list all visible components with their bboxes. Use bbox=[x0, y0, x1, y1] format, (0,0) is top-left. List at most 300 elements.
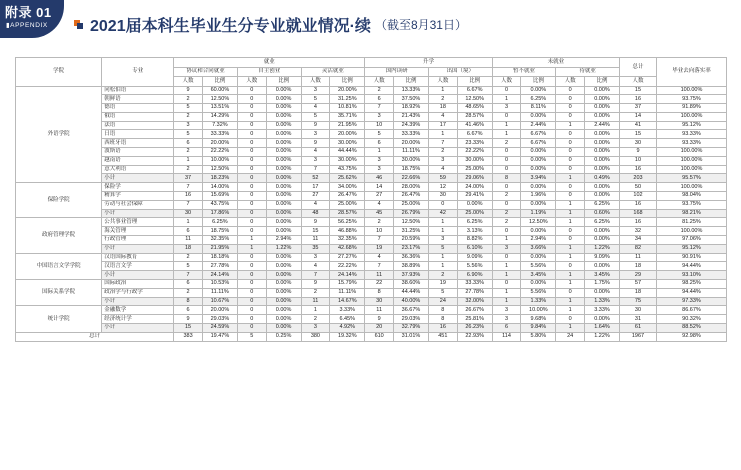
count-cell: 0 bbox=[237, 104, 266, 113]
count-cell: 52 bbox=[301, 174, 330, 183]
ratio-cell: 92.98% bbox=[656, 332, 726, 341]
ratio-cell: 44.44% bbox=[330, 148, 365, 157]
count-cell: 59 bbox=[428, 174, 457, 183]
count-cell: 7 bbox=[428, 139, 457, 148]
major-name: 俄语 bbox=[102, 112, 174, 121]
ratio-cell: 98.21% bbox=[656, 209, 726, 218]
count-cell: 30 bbox=[428, 192, 457, 201]
count-cell: 11 bbox=[620, 253, 657, 262]
ratio-cell: 15.79% bbox=[330, 280, 365, 289]
ratio-cell: 31.01% bbox=[394, 332, 429, 341]
ratio-cell: 18.75% bbox=[394, 165, 429, 174]
table-row bbox=[16, 288, 727, 297]
subtotal-row bbox=[16, 271, 727, 280]
count-cell: 7 bbox=[365, 236, 394, 245]
count-cell: 5 bbox=[301, 112, 330, 121]
ratio-cell: 13.33% bbox=[394, 86, 429, 95]
major-name: 越南语 bbox=[102, 156, 174, 165]
count-cell: 0 bbox=[492, 227, 521, 236]
count-cell: 1 bbox=[174, 156, 203, 165]
ratio-cell: 95.57% bbox=[656, 174, 726, 183]
college-name: 国际关系学院 bbox=[16, 280, 102, 306]
ratio-cell: 35.71% bbox=[330, 112, 365, 121]
appendix-title: 附录 01 bbox=[5, 5, 52, 20]
ratio-cell: 13.51% bbox=[202, 104, 237, 113]
ratio-cell: 6.25% bbox=[202, 218, 237, 227]
count-cell: 1 bbox=[428, 130, 457, 139]
ratio-cell: 20.00% bbox=[202, 306, 237, 315]
ratio-cell: 4.92% bbox=[330, 324, 365, 333]
count-cell: 37 bbox=[174, 174, 203, 183]
table-row bbox=[16, 236, 727, 245]
ratio-cell: 90.32% bbox=[656, 315, 726, 324]
count-cell: 2 bbox=[365, 218, 394, 227]
col-employment: 就业 bbox=[174, 58, 365, 68]
ratio-cell: 0.00% bbox=[521, 112, 556, 121]
count-cell: 0 bbox=[556, 165, 585, 174]
page-title bbox=[74, 14, 467, 34]
count-cell: 7 bbox=[301, 271, 330, 280]
ratio-cell: 46.88% bbox=[330, 227, 365, 236]
count-cell: 1 bbox=[492, 95, 521, 104]
count-cell: 57 bbox=[620, 280, 657, 289]
count-cell: 29 bbox=[620, 271, 657, 280]
ratio-cell: 25.62% bbox=[330, 174, 365, 183]
count-cell: 18 bbox=[428, 104, 457, 113]
ratio-cell: 9.84% bbox=[521, 324, 556, 333]
major-name: 海关管理 bbox=[102, 227, 174, 236]
ratio-cell: 0.00% bbox=[266, 280, 301, 289]
count-cell: 1 bbox=[301, 306, 330, 315]
count-cell: 18 bbox=[620, 262, 657, 271]
count-cell: 5 bbox=[428, 244, 457, 253]
count-cell: 0 bbox=[492, 183, 521, 192]
count-cell: 2 bbox=[174, 165, 203, 174]
table-row bbox=[16, 86, 727, 95]
ratio-cell: 26.79% bbox=[394, 209, 429, 218]
ratio-cell: 18.75% bbox=[202, 227, 237, 236]
ratio-cell: 48.65% bbox=[457, 104, 492, 113]
count-cell: 4 bbox=[428, 112, 457, 121]
ratio-cell: 26.47% bbox=[330, 192, 365, 201]
ratio-cell: 29.03% bbox=[202, 315, 237, 324]
count-cell: 0 bbox=[556, 227, 585, 236]
ratio-cell: 12.50% bbox=[394, 218, 429, 227]
ratio-cell: 28.00% bbox=[394, 183, 429, 192]
ratio-cell: 10.00% bbox=[202, 156, 237, 165]
ratio-cell: 15.69% bbox=[202, 192, 237, 201]
count-cell: 0 bbox=[237, 165, 266, 174]
ratio-cell: 0.00% bbox=[521, 156, 556, 165]
ratio-cell: 25.00% bbox=[457, 209, 492, 218]
count-cell: 0 bbox=[492, 253, 521, 262]
count-cell: 1 bbox=[492, 288, 521, 297]
ratio-cell: 30.00% bbox=[330, 156, 365, 165]
ratio-cell: 100.00% bbox=[656, 148, 726, 157]
count-cell: 10 bbox=[620, 156, 657, 165]
count-cell: 11 bbox=[174, 236, 203, 245]
ratio-cell: 25.00% bbox=[394, 200, 429, 209]
count-cell: 6 bbox=[174, 139, 203, 148]
count-cell: 37 bbox=[620, 104, 657, 113]
count-cell: 22 bbox=[365, 280, 394, 289]
ratio-cell: 43.75% bbox=[202, 200, 237, 209]
ratio-cell: 81.25% bbox=[656, 218, 726, 227]
count-cell: 1 bbox=[428, 227, 457, 236]
ratio-cell: 0.60% bbox=[585, 209, 620, 218]
ratio-cell: 20.59% bbox=[394, 236, 429, 245]
ratio-cell: 40.00% bbox=[394, 297, 429, 306]
ratio-cell: 37.93% bbox=[394, 271, 429, 280]
count-cell: 1 bbox=[492, 236, 521, 245]
major-name: 行政管理 bbox=[102, 236, 174, 245]
count-cell: 3 bbox=[365, 112, 394, 121]
ratio-cell: 6.90% bbox=[457, 271, 492, 280]
count-cell: 61 bbox=[620, 324, 657, 333]
count-cell: 2 bbox=[174, 95, 203, 104]
count-cell: 0 bbox=[556, 262, 585, 271]
count-cell: 6 bbox=[365, 139, 394, 148]
col-count: 人数 bbox=[174, 77, 203, 87]
ratio-cell: 29.41% bbox=[457, 192, 492, 201]
table-row bbox=[16, 280, 727, 289]
ratio-cell: 17.86% bbox=[202, 209, 237, 218]
ratio-cell: 0.00% bbox=[585, 165, 620, 174]
count-cell: 102 bbox=[620, 192, 657, 201]
ratio-cell: 100.00% bbox=[656, 227, 726, 236]
ratio-cell: 0.00% bbox=[585, 227, 620, 236]
count-cell: 16 bbox=[428, 324, 457, 333]
major-name: 国际政治 bbox=[102, 280, 174, 289]
col-count: 人数 bbox=[620, 77, 657, 87]
ratio-cell: 37.50% bbox=[394, 95, 429, 104]
ratio-cell: 9.68% bbox=[521, 315, 556, 324]
ratio-cell: 0.00% bbox=[266, 209, 301, 218]
table-row bbox=[16, 227, 727, 236]
ratio-cell: 0.00% bbox=[266, 306, 301, 315]
subtotal-row bbox=[16, 324, 727, 333]
count-cell: 3 bbox=[428, 156, 457, 165]
ratio-cell: 0.00% bbox=[266, 297, 301, 306]
count-cell: 0 bbox=[237, 156, 266, 165]
ratio-cell: 22.22% bbox=[202, 148, 237, 157]
col-ratio: 比例 bbox=[521, 77, 556, 87]
ratio-cell: 0.00% bbox=[585, 156, 620, 165]
count-cell: 1 bbox=[428, 253, 457, 262]
ratio-cell: 43.75% bbox=[330, 165, 365, 174]
count-cell: 2 bbox=[174, 112, 203, 121]
count-cell: 0 bbox=[556, 130, 585, 139]
count-cell: 0 bbox=[237, 192, 266, 201]
ratio-cell: 0.00% bbox=[266, 200, 301, 209]
col-major: 专业 bbox=[102, 58, 174, 87]
ratio-cell: 100.00% bbox=[656, 86, 726, 95]
count-cell: 0 bbox=[556, 95, 585, 104]
ratio-cell: 0.00% bbox=[266, 227, 301, 236]
count-cell: 6 bbox=[492, 324, 521, 333]
count-cell: 0 bbox=[556, 315, 585, 324]
col-further-study: 升学 bbox=[365, 58, 492, 68]
count-cell: 0 bbox=[492, 112, 521, 121]
count-cell: 5 bbox=[174, 130, 203, 139]
count-cell: 4 bbox=[365, 253, 394, 262]
subtotal-label: 小计 bbox=[102, 244, 174, 253]
count-cell: 2 bbox=[492, 218, 521, 227]
ratio-cell: 1.22% bbox=[266, 244, 301, 253]
count-cell: 27 bbox=[301, 192, 330, 201]
ratio-cell: 0.00% bbox=[266, 165, 301, 174]
count-cell: 0 bbox=[237, 280, 266, 289]
count-cell: 168 bbox=[620, 209, 657, 218]
count-cell: 0 bbox=[237, 218, 266, 227]
count-cell: 9 bbox=[301, 139, 330, 148]
count-cell: 0 bbox=[237, 297, 266, 306]
count-cell: 4 bbox=[301, 104, 330, 113]
count-cell: 31 bbox=[620, 315, 657, 324]
count-cell: 19 bbox=[428, 280, 457, 289]
col-ratio: 比例 bbox=[266, 77, 301, 87]
major-name: 同松伯语 bbox=[102, 86, 174, 95]
ratio-cell: 1.22% bbox=[585, 332, 620, 341]
count-cell: 17 bbox=[301, 183, 330, 192]
count-cell: 11 bbox=[301, 297, 330, 306]
count-cell: 2 bbox=[428, 148, 457, 157]
count-cell: 14 bbox=[620, 112, 657, 121]
count-cell: 2 bbox=[174, 148, 203, 157]
count-cell: 7 bbox=[174, 271, 203, 280]
count-cell: 1 bbox=[428, 86, 457, 95]
ratio-cell: 30.00% bbox=[457, 156, 492, 165]
ratio-cell: 23.17% bbox=[394, 244, 429, 253]
count-cell: 4 bbox=[301, 148, 330, 157]
count-cell: 1 bbox=[556, 200, 585, 209]
count-cell: 16 bbox=[620, 95, 657, 104]
count-cell: 30 bbox=[620, 306, 657, 315]
count-cell: 27 bbox=[365, 192, 394, 201]
table-row bbox=[16, 315, 727, 324]
ratio-cell: 0.00% bbox=[585, 315, 620, 324]
count-cell: 32 bbox=[620, 227, 657, 236]
ratio-cell: 24.39% bbox=[394, 121, 429, 130]
col-flexible: 灵活就业 bbox=[301, 67, 365, 77]
col-pending: 待就业 bbox=[556, 67, 620, 77]
count-cell: 35 bbox=[301, 244, 330, 253]
ratio-cell: 97.33% bbox=[656, 297, 726, 306]
title-sub: （截至8月31日） bbox=[374, 17, 467, 32]
ratio-cell: 22.93% bbox=[457, 332, 492, 341]
ratio-cell: 0.00% bbox=[266, 174, 301, 183]
count-cell: 7 bbox=[174, 200, 203, 209]
ratio-cell: 6.25% bbox=[457, 218, 492, 227]
count-cell: 5 bbox=[174, 262, 203, 271]
subtotal-row bbox=[16, 244, 727, 253]
count-cell: 24 bbox=[556, 332, 585, 341]
col-count: 人数 bbox=[365, 77, 394, 87]
count-cell: 1 bbox=[556, 209, 585, 218]
count-cell: 45 bbox=[365, 209, 394, 218]
ratio-cell: 21.95% bbox=[330, 121, 365, 130]
ratio-cell: 1.33% bbox=[585, 297, 620, 306]
ratio-cell: 100.00% bbox=[656, 112, 726, 121]
count-cell: 1 bbox=[556, 253, 585, 262]
count-cell: 9 bbox=[301, 121, 330, 130]
table-row bbox=[16, 139, 727, 148]
ratio-cell: 20.00% bbox=[394, 139, 429, 148]
count-cell: 15 bbox=[301, 227, 330, 236]
col-count: 人数 bbox=[428, 77, 457, 87]
count-cell: 7 bbox=[174, 183, 203, 192]
major-name: 保险学 bbox=[102, 183, 174, 192]
count-cell: 30 bbox=[365, 297, 394, 306]
count-cell: 3 bbox=[174, 121, 203, 130]
count-cell: 42 bbox=[428, 209, 457, 218]
ratio-cell: 91.89% bbox=[656, 104, 726, 113]
count-cell: 15 bbox=[620, 130, 657, 139]
count-cell: 2 bbox=[174, 253, 203, 262]
ratio-cell: 0.00% bbox=[585, 104, 620, 113]
college-name: 政府管理学院 bbox=[16, 218, 102, 253]
count-cell: 1 bbox=[556, 218, 585, 227]
table-row bbox=[16, 183, 727, 192]
ratio-cell: 0.00% bbox=[585, 139, 620, 148]
col-abroad: 出国（境） bbox=[428, 67, 492, 77]
ratio-cell: 6.10% bbox=[457, 244, 492, 253]
count-cell: 1 bbox=[492, 271, 521, 280]
ratio-cell: 0.00% bbox=[585, 148, 620, 157]
major-name: 波斯语 bbox=[102, 148, 174, 157]
ratio-cell: 38.60% bbox=[394, 280, 429, 289]
count-cell: 3 bbox=[301, 324, 330, 333]
ratio-cell: 20.00% bbox=[330, 86, 365, 95]
count-cell: 4 bbox=[428, 165, 457, 174]
ratio-cell: 19.47% bbox=[202, 332, 237, 341]
count-cell: 0 bbox=[492, 200, 521, 209]
count-cell: 3 bbox=[492, 315, 521, 324]
ratio-cell: 0.00% bbox=[521, 280, 556, 289]
count-cell: 9 bbox=[301, 280, 330, 289]
count-cell: 46 bbox=[365, 174, 394, 183]
ratio-cell: 0.25% bbox=[266, 332, 301, 341]
ratio-cell: 2.94% bbox=[521, 236, 556, 245]
count-cell: 1 bbox=[492, 297, 521, 306]
ratio-cell: 30.00% bbox=[394, 156, 429, 165]
col-domestic: 国内读研 bbox=[365, 67, 429, 77]
count-cell: 5 bbox=[428, 288, 457, 297]
col-ratio: 比例 bbox=[202, 77, 237, 87]
count-cell: 16 bbox=[620, 200, 657, 209]
count-cell: 9 bbox=[301, 218, 330, 227]
ratio-cell: 0.00% bbox=[266, 315, 301, 324]
col-contract: 协议和合同就业 bbox=[174, 67, 238, 77]
count-cell: 34 bbox=[620, 236, 657, 245]
count-cell: 0 bbox=[237, 306, 266, 315]
ratio-cell: 19.32% bbox=[330, 332, 365, 341]
ratio-cell: 24.59% bbox=[202, 324, 237, 333]
ratio-cell: 0.00% bbox=[266, 253, 301, 262]
count-cell: 2 bbox=[428, 95, 457, 104]
col-ratio: 比例 bbox=[457, 77, 492, 87]
count-cell: 383 bbox=[174, 332, 203, 341]
count-cell: 0 bbox=[237, 112, 266, 121]
count-cell: 7 bbox=[365, 104, 394, 113]
ratio-cell: 3.45% bbox=[585, 271, 620, 280]
major-name: 日语 bbox=[102, 130, 174, 139]
ratio-cell: 11.11% bbox=[330, 288, 365, 297]
ratio-cell: 0.00% bbox=[266, 218, 301, 227]
col-ratio: 比例 bbox=[585, 77, 620, 87]
col-count: 人数 bbox=[301, 77, 330, 87]
count-cell: 0 bbox=[237, 253, 266, 262]
count-cell: 15 bbox=[620, 86, 657, 95]
ratio-cell: 12.50% bbox=[202, 165, 237, 174]
count-cell: 3 bbox=[492, 104, 521, 113]
ratio-cell: 2.94% bbox=[266, 236, 301, 245]
ratio-cell: 0.00% bbox=[585, 236, 620, 245]
ratio-cell: 98.04% bbox=[656, 192, 726, 201]
ratio-cell: 0.00% bbox=[266, 148, 301, 157]
ratio-cell: 5.80% bbox=[521, 332, 556, 341]
count-cell: 7 bbox=[301, 165, 330, 174]
ratio-cell: 32.00% bbox=[457, 297, 492, 306]
ratio-cell: 0.00% bbox=[585, 112, 620, 121]
table-row bbox=[16, 262, 727, 271]
count-cell: 0 bbox=[237, 200, 266, 209]
count-cell: 3 bbox=[301, 86, 330, 95]
subtotal-label: 小计 bbox=[102, 271, 174, 280]
ratio-cell: 33.33% bbox=[394, 130, 429, 139]
count-cell: 6 bbox=[174, 306, 203, 315]
count-cell: 0 bbox=[237, 288, 266, 297]
ratio-cell: 90.91% bbox=[656, 253, 726, 262]
ratio-cell: 20.00% bbox=[330, 130, 365, 139]
table-row bbox=[16, 156, 727, 165]
subtotal-label: 小计 bbox=[102, 209, 174, 218]
count-cell: 203 bbox=[620, 174, 657, 183]
ratio-cell: 3.66% bbox=[521, 244, 556, 253]
ratio-cell: 9.09% bbox=[585, 253, 620, 262]
count-cell: 11 bbox=[365, 271, 394, 280]
count-cell: 1 bbox=[556, 121, 585, 130]
title-main: 2021届本科生毕业生分专业就业情况·续 bbox=[90, 17, 371, 35]
subtotal-label: 小计 bbox=[102, 174, 174, 183]
college-name: 统计学院 bbox=[16, 306, 102, 332]
ratio-cell: 32.79% bbox=[394, 324, 429, 333]
major-name: 汉语国际教育 bbox=[102, 253, 174, 262]
count-cell: 0 bbox=[237, 227, 266, 236]
count-cell: 2 bbox=[174, 288, 203, 297]
count-cell: 0 bbox=[556, 236, 585, 245]
college-name: 保险学院 bbox=[16, 183, 102, 218]
ratio-cell: 95.12% bbox=[656, 244, 726, 253]
ratio-cell: 29.03% bbox=[394, 315, 429, 324]
count-cell: 3 bbox=[301, 253, 330, 262]
ratio-cell: 32.35% bbox=[202, 236, 237, 245]
major-name: 德语 bbox=[102, 104, 174, 113]
count-cell: 1967 bbox=[620, 332, 657, 341]
count-cell: 5 bbox=[301, 95, 330, 104]
count-cell: 50 bbox=[620, 183, 657, 192]
ratio-cell: 36.36% bbox=[394, 253, 429, 262]
ratio-cell: 93.75% bbox=[656, 200, 726, 209]
major-name: 法语 bbox=[102, 121, 174, 130]
count-cell: 1 bbox=[492, 121, 521, 130]
ratio-cell: 0.00% bbox=[266, 86, 301, 95]
table-row bbox=[16, 192, 727, 201]
count-cell: 30 bbox=[174, 209, 203, 218]
count-cell: 1 bbox=[556, 324, 585, 333]
count-cell: 3 bbox=[365, 165, 394, 174]
table-row bbox=[16, 148, 727, 157]
